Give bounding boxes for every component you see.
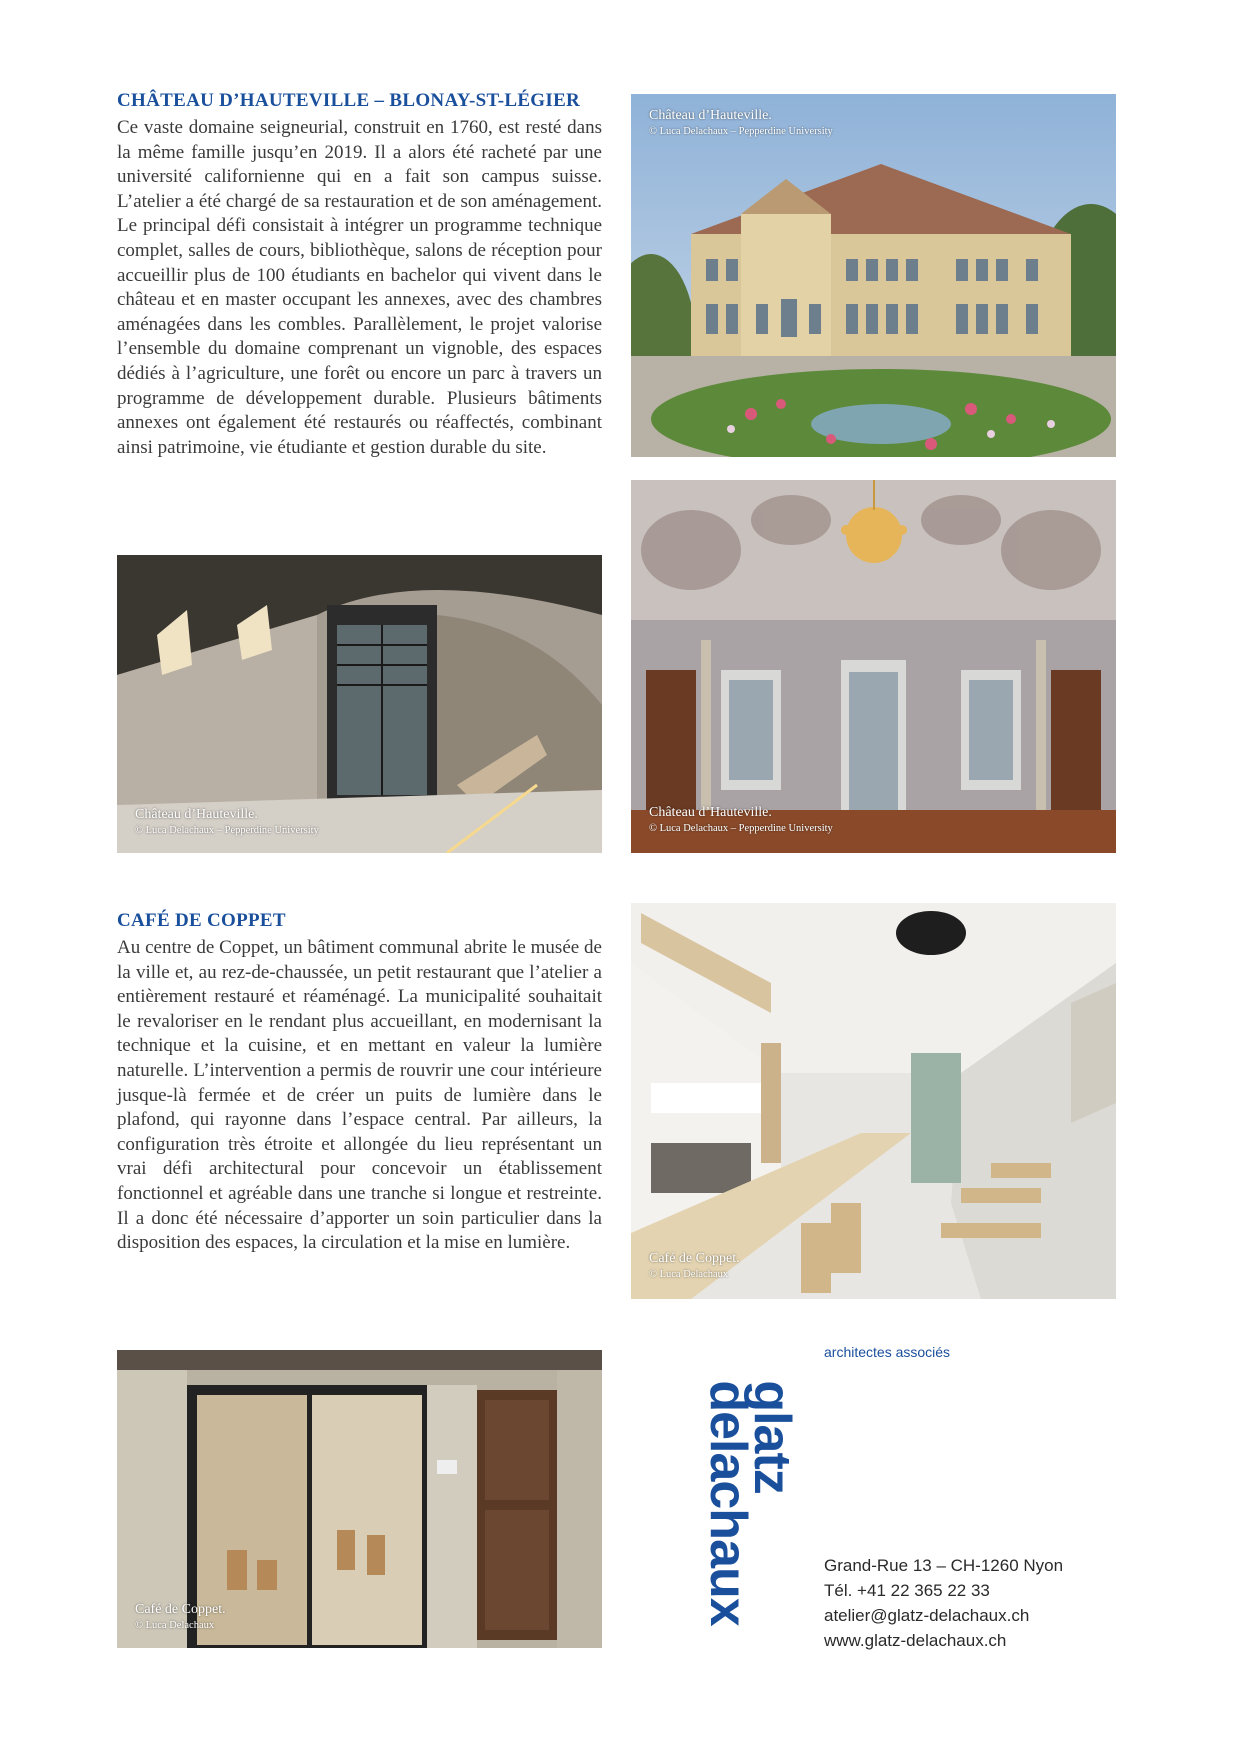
contact-website[interactable]: www.glatz-delachaux.ch: [824, 1631, 1007, 1650]
photo-caption: Château d’Hauteville.: [135, 807, 258, 822]
photo-chateau-cellar: [117, 555, 602, 853]
photo-caption: Château d’Hauteville.: [649, 805, 772, 820]
photo-credit: © Luca Delachaux – Pepperdine University: [135, 825, 319, 836]
photo-cafe-facade: [117, 1350, 602, 1648]
photo-credit: © Luca Delachaux: [649, 1269, 729, 1280]
photo-caption: Café de Coppet.: [649, 1251, 740, 1266]
chateau-salon-image: [631, 480, 1116, 853]
section-title-coppet: CAFÉ DE COPPET: [117, 910, 286, 931]
section-title-hauteville: CHÂTEAU D’HAUTEVILLE – BLONAY-ST-LÉGIER: [117, 90, 581, 111]
photo-caption: Château d’Hauteville.: [649, 108, 772, 123]
contact-phone: Tél. +41 22 365 22 33: [824, 1581, 990, 1600]
cafe-interior-image: [631, 903, 1116, 1299]
section-body-coppet: Au centre de Coppet, un bâtiment communal abrite le musée de la ville et, au rez-de-chaussée, un petit restaurant que l’atelier a entièrement restauré et réaménagé. La municipalité souhaitait le revaloriser en le rendant plus accueillant, en modernisant la technique et la cuisine, et en mettant en valeur la lumière naturelle. L’intervention a permis de rouvrir une cour intérieure jusque-là fermée et de créer un puits de lumière dans le plafond, qui rayonne dans l’espace central. Par ailleurs, la configuration très étroite et allongée du lieu représentant un vrai défi architectural pour concevoir un établissement fonctionnel et agréable dans une tranche si longue et restreinte. Il a donc été nécessaire d’apporter un soin particulier dans la disposition des espaces, la circulation et la mise en lumière.: [117, 937, 602, 1254]
photo-cafe-interior: [631, 903, 1116, 1299]
logo-line-glatz: glatz: [743, 1380, 801, 1494]
logo-line-delachaux: delachaux: [699, 1380, 757, 1626]
logo-tagline: architectes associés: [824, 1344, 951, 1360]
contact-block: [824, 1553, 1063, 1653]
photo-credit: © Luca Delachaux – Pepperdine University: [649, 823, 833, 834]
chateau-exterior-image: [631, 94, 1116, 457]
company-logo: [700, 1353, 800, 1653]
photo-chateau-exterior: [631, 94, 1116, 457]
photo-credit: © Luca Delachaux – Pepperdine University: [649, 126, 833, 137]
section-body-hauteville: Ce vaste domaine seigneurial, construit en 1760, est resté dans la même famille jusqu’en 2019. Il a alors été racheté par une université californienne qui en a fait son campus suisse. L’atelier a été chargé de sa restauration et de son aménagement. Le principal défi consistait à intégrer un programme technique complet, salles de cours, bibliothèque, salons de réception pour accueillir plus de 100 étudiants en bachelor qui vivent dans le château et en master occupant les annexes, avec des chambres aménagées dans les combles. Parallèlement, le projet valorise l’ensemble du domaine comprenant un vignoble, des espaces dédiés à l’agriculture, une forêt ou encore un parc à travers un programme de développement durable. Plusieurs bâtiments annexes ont également été restaurés ou réaffectés, combinant ainsi patrimoine, vie étudiante et gestion durable du site.: [117, 117, 602, 458]
photo-caption: Café de Coppet.: [135, 1602, 226, 1617]
contact-email[interactable]: atelier@glatz-delachaux.ch: [824, 1606, 1030, 1625]
contact-address: Grand-Rue 13 – CH-1260 Nyon: [824, 1556, 1064, 1575]
photo-chateau-salon: [631, 480, 1116, 853]
photo-credit: © Luca Delachaux: [135, 1620, 215, 1631]
